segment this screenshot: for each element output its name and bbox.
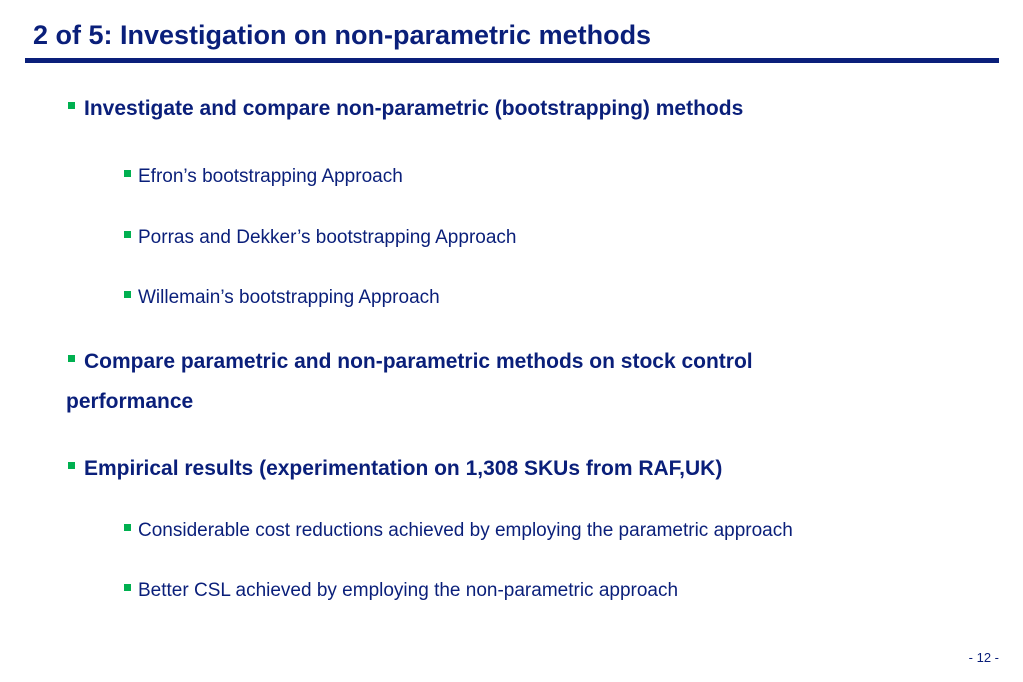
bullet-compare-parametric	[68, 342, 753, 382]
square-bullet-icon	[68, 355, 75, 362]
bullet-text: Empirical results (experimentation on 1,308 SKUs from RAF,UK)	[84, 457, 723, 480]
square-bullet-icon	[124, 231, 131, 238]
bullet-investigate-compare	[68, 89, 743, 129]
bullet-porras-dekker	[124, 225, 516, 251]
bullet-willemain	[124, 285, 440, 311]
square-bullet-icon	[124, 584, 131, 591]
bullet-text: Efron’s bootstrapping Approach	[138, 166, 403, 187]
square-bullet-icon	[124, 291, 131, 298]
bullet-cost-reductions	[124, 518, 793, 544]
square-bullet-icon	[124, 524, 131, 531]
bullet-text: Considerable cost reductions achieved by employing the parametric approach	[138, 520, 793, 541]
bullet-efron	[124, 164, 403, 190]
square-bullet-icon	[68, 102, 75, 109]
title-divider	[25, 58, 999, 63]
page-title: 2 of 5: Investigation on non-parametric methods	[33, 20, 652, 50]
bullet-continuation: performance	[66, 390, 194, 413]
bullet-empirical-results	[68, 449, 722, 489]
bullet-text: Investigate and compare non-parametric (bootstrapping) methods	[84, 97, 744, 120]
bullet-text: Better CSL achieved by employing the non-parametric approach	[138, 580, 679, 601]
square-bullet-icon	[68, 462, 75, 469]
bullet-better-csl	[124, 578, 678, 604]
bullet-text: Compare parametric and non-parametric methods on stock control	[84, 350, 753, 373]
bullet-text: Porras and Dekker’s bootstrapping Approach	[138, 227, 517, 248]
square-bullet-icon	[124, 170, 131, 177]
bullet-text: Willemain’s bootstrapping Approach	[138, 287, 440, 308]
page-number: - 12 -	[968, 650, 999, 665]
